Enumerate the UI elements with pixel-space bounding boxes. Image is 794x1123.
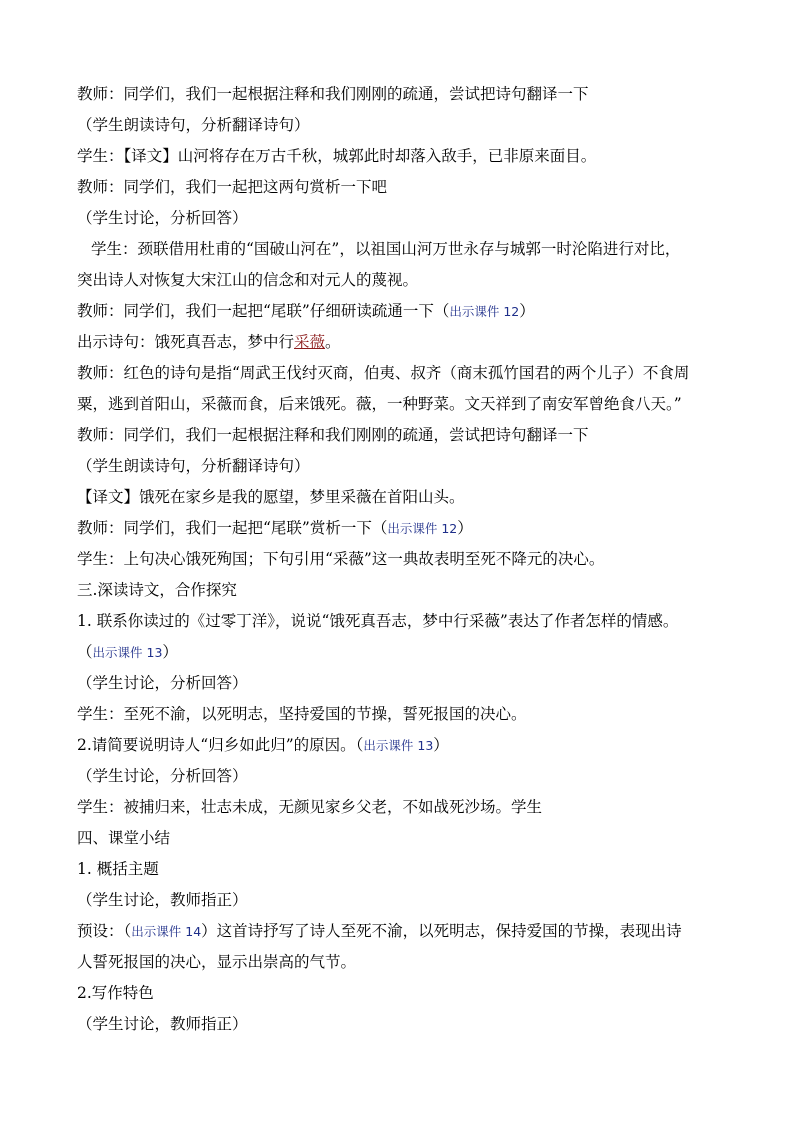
text-line: （出示课件 13） bbox=[77, 643, 178, 661]
text-line: （学生讨论，分析回答） bbox=[77, 674, 248, 692]
text-line: （学生朗读诗句，分析翻译诗句） bbox=[77, 457, 310, 475]
text-line: 学生：至死不渝，以死明志，坚持爱国的节操，誓死报国的决心。 bbox=[77, 705, 527, 723]
text-line: 学生：上句决心饿死殉国；下句引用“采薇”这一典故表明至死不降元的决心。 bbox=[77, 550, 605, 568]
text-line: 学生：被捕归来，壮志未成，无颜见家乡父老，不如战死沙场。学生 bbox=[77, 798, 543, 816]
courseware-ref: 出示课件 13 bbox=[92, 645, 163, 660]
text-line: 【译文】饿死在家乡是我的愿望，梦里采薇在首阳山头。 bbox=[77, 488, 465, 506]
text-line: 学生：颈联借用杜甫的“国破山河在”，以祖国山河万世永存与城郭一时沦陷进行对比， bbox=[91, 240, 681, 258]
courseware-ref: 出示课件 14 bbox=[131, 924, 202, 939]
text-line: （学生讨论，分析回答） bbox=[77, 209, 248, 227]
text-line: 2.请简要说明诗人“归乡如此归”的原因。（出示课件 13） bbox=[77, 736, 449, 754]
text-line: 学生：【译文】山河将存在万古千秋，城郭此时却落入敌手，已非原来面目。 bbox=[77, 147, 597, 165]
section-heading: 四、课堂小结 bbox=[77, 829, 171, 847]
document-page bbox=[77, 79, 727, 1040]
text-line: 出示诗句：饿死真吾志，梦中行采薇。 bbox=[77, 333, 341, 351]
courseware-ref: 出示课件 13 bbox=[363, 738, 434, 753]
text-line: （学生讨论，教师指正） bbox=[77, 891, 248, 909]
text-line: 教师：红色的诗句是指“周武王伐纣灭商，伯夷、叔齐（商末孤竹国君的两个儿子）不食周 bbox=[77, 364, 690, 382]
highlighted-word: 采薇 bbox=[294, 333, 326, 351]
courseware-ref: 出示课件 12 bbox=[449, 304, 520, 319]
text-line: 1. 联系你读过的《过零丁洋》，说说“饿死真吾志，梦中行采薇”表达了作者怎样的情感。 bbox=[77, 612, 679, 630]
text-line: 1. 概括主题 bbox=[77, 860, 159, 878]
text-line: （学生讨论，教师指正） bbox=[77, 1015, 248, 1033]
text-line: 2.写作特色 bbox=[77, 984, 154, 1002]
courseware-ref: 出示课件 12 bbox=[387, 521, 458, 536]
text-line: 教师：同学们，我们一起把这两句赏析一下吧 bbox=[77, 178, 388, 196]
text-line: （学生朗读诗句，分析翻译诗句） bbox=[77, 116, 310, 134]
text-line: 突出诗人对恢复大宋江山的信念和对元人的蔑视。 bbox=[77, 271, 419, 289]
text-line: 粟，逃到首阳山，采薇而食，后来饿死。薇，一种野菜。文天祥到了南安军曾绝食八天。” bbox=[77, 395, 682, 413]
section-heading: 三.深读诗文，合作探究 bbox=[77, 581, 237, 599]
text-line: 教师：同学们，我们一起根据注释和我们刚刚的疏通，尝试把诗句翻译一下 bbox=[77, 426, 589, 444]
text-line: 教师：同学们，我们一起把“尾联”赏析一下（出示课件 12） bbox=[77, 519, 473, 537]
text-line: 教师：同学们，我们一起根据注释和我们刚刚的疏通，尝试把诗句翻译一下 bbox=[77, 85, 589, 103]
text-line: 预设：（出示课件 14）这首诗抒写了诗人至死不渝，以死明志，保持爱国的节操，表现出诗 bbox=[77, 922, 682, 940]
text-line: （学生讨论，分析回答） bbox=[77, 767, 248, 785]
text-line: 教师：同学们，我们一起把“尾联”仔细研读疏通一下（出示课件 12） bbox=[77, 302, 535, 320]
text-line: 人誓死报国的决心，显示出崇高的气节。 bbox=[77, 953, 357, 971]
